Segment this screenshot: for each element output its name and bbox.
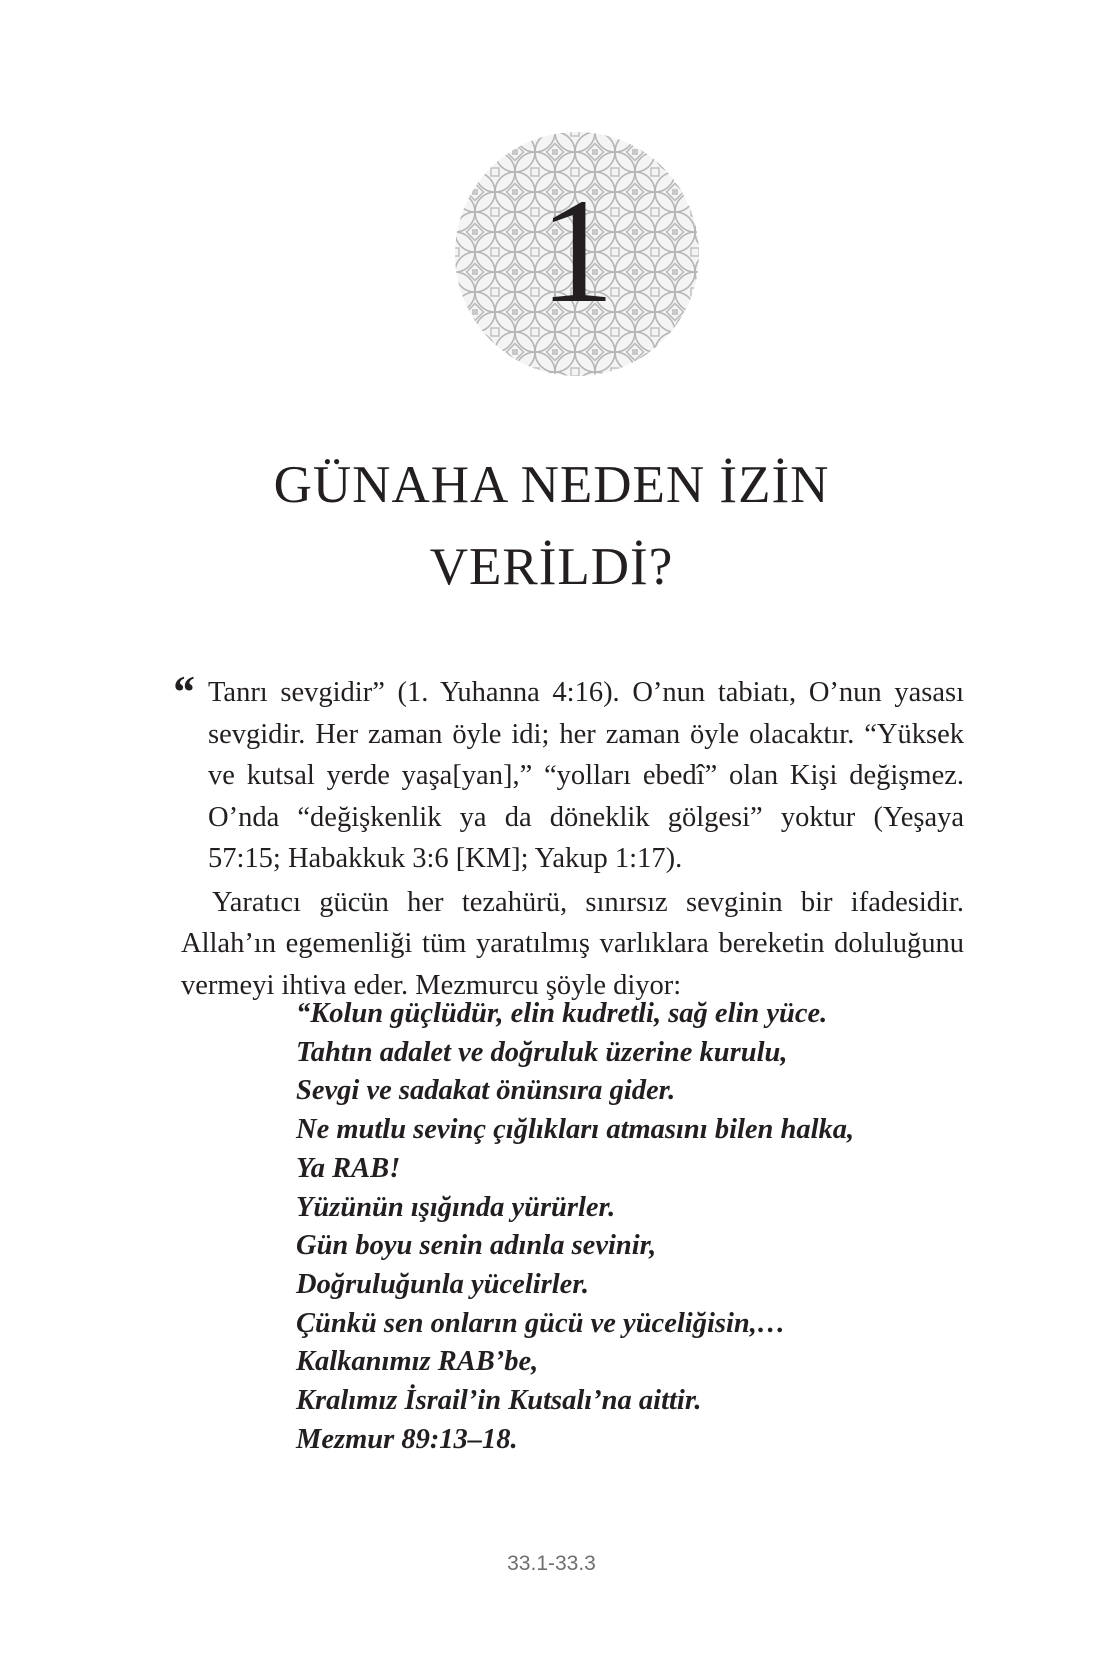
paragraph-2: Yaratıcı gücün her tezahürü, sınırsız sevginin bir ifadesidir. Allah’ın egemenliği tüm yaratılmış varlıklara bereketin doluluğunu vermeyi ihtiva eder. Mezmurcu şöyle diyor:: [181, 886, 964, 1001]
page-folio: 33.1-33.3: [507, 1552, 596, 1575]
body-text: [171, 666, 964, 1006]
paragraph-1: [171, 666, 964, 880]
poem-line: Sevgi ve sadakat önünsıra gider.: [296, 1075, 676, 1107]
poem-line: Yüzünün ışığında yürürler.: [296, 1191, 616, 1223]
poem-line: Kalkanımız RAB’be,: [296, 1346, 539, 1378]
poem-line: Tahtın adalet ve doğruluk üzerine kurulu,: [296, 1036, 788, 1068]
poem-reference: Mezmur 89:13–18.: [296, 1423, 518, 1455]
psalm-quotation: [296, 995, 1016, 1459]
chapter-emblem: [453, 130, 701, 378]
poem-line: Doğruluğunla yücelirler.: [296, 1268, 589, 1300]
poem-line: Ya RAB!: [296, 1152, 401, 1184]
poem-line: Gün boyu senin adınla sevinir,: [296, 1230, 657, 1262]
poem-line: Ne mutlu sevinç çığlıkları atmasını bilen halka,: [296, 1114, 855, 1146]
chapter-title-line-1: GÜNAHA NEDEN İZİN: [273, 456, 830, 514]
opening-quote-mark: “: [171, 666, 194, 717]
chapter-number: 1: [539, 168, 615, 334]
paragraph-1-text: Tanrı sevgidir” (1. Yuhanna 4:16). O’nun tabiatı, O’nun yasası sevgidir. Her zaman öyle idi; her zaman öyle olacaktır. “Yüksek ve kutsal yerde yaşa[yan],” “yolları ebedî” olan Kişi değişmez. O’nda “değişkenlik ya da döneklik gölgesi” yoktur (Yeşaya 57:15; Habakkuk 3:6 [KM]; Yakup 1:17).: [208, 677, 964, 874]
poem-line: “Kolun güçlüdür, elin kudretli, sağ elin yüce.: [296, 998, 828, 1029]
poem-line: Çünkü sen onların gücü ve yüceliğisin,…: [296, 1307, 786, 1339]
chapter-title-line-2: VERİLDİ?: [429, 538, 674, 596]
chapter-title: [100, 444, 1003, 608]
poem-line: Kralımız İsrail’in Kutsalı’na aittir.: [296, 1385, 702, 1417]
